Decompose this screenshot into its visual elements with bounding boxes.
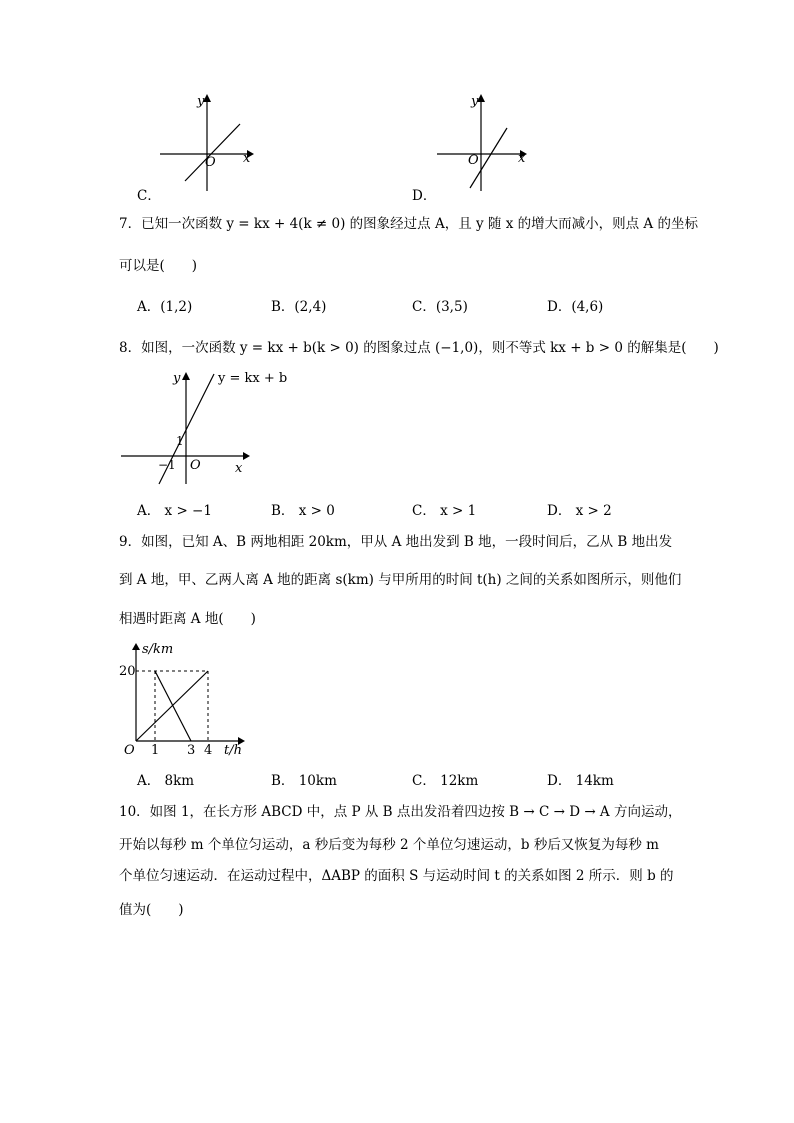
origin-label: O bbox=[468, 153, 479, 168]
q6-option-d[interactable]: D． bbox=[412, 188, 437, 204]
origin-label: O bbox=[190, 458, 201, 473]
x-label: x bbox=[235, 461, 243, 476]
y-label: s/km bbox=[142, 642, 174, 657]
q10-line4: 值为( ) bbox=[119, 902, 184, 918]
q7-stem-line1: 7．已知一次函数 y = kx + 4(k ≠ 0) 的图象经过点 A，且 y 随 x 的增大而减小，则点 A 的坐标 bbox=[119, 216, 698, 232]
q9-option-d[interactable]: D． 14km bbox=[547, 773, 614, 789]
x-tick-4: 4 bbox=[204, 743, 213, 758]
q9-stem-line2: 到 A 地，甲、乙两人离 A 地的距离 s(km) 与甲所用的时间 t(h) 之间的关系如图所示，则他们 bbox=[119, 572, 682, 588]
q8-option-a[interactable]: A． x > −1 bbox=[137, 503, 212, 519]
y-arrow bbox=[132, 643, 140, 650]
q9-graph bbox=[118, 640, 258, 760]
x-label: x bbox=[243, 151, 251, 166]
q9-stem-line3: 相遇时距离 A 地( ) bbox=[119, 611, 256, 627]
x-tick-1: 1 bbox=[151, 743, 160, 758]
q8-option-b[interactable]: B． x > 0 bbox=[271, 503, 335, 519]
q7-option-d[interactable]: D．(4,6) bbox=[547, 299, 604, 315]
q7-option-a[interactable]: A．(1,2) bbox=[137, 299, 193, 315]
q8-option-d[interactable]: D． x > 2 bbox=[547, 503, 612, 519]
q9-option-a[interactable]: A． 8km bbox=[137, 773, 195, 789]
q7-option-c[interactable]: C．(3,5) bbox=[412, 299, 468, 315]
x-arrow bbox=[243, 452, 250, 460]
y-tick-20: 20 bbox=[119, 664, 136, 679]
q10-line3: 个单位匀速运动．在运动过程中，ΔABP 的面积 S 与运动时间 t 的关系如图 2 所示．则 b 的 bbox=[119, 868, 674, 884]
x-tick-3: 3 bbox=[187, 743, 196, 758]
q6-option-c[interactable]: C． bbox=[137, 188, 161, 204]
q8-graph bbox=[118, 368, 298, 488]
y-arrow bbox=[182, 372, 190, 380]
function-line bbox=[185, 124, 240, 181]
q7-option-b[interactable]: B．(2,4) bbox=[271, 299, 327, 315]
q8-option-c[interactable]: C． x > 1 bbox=[412, 503, 477, 519]
y-label: y bbox=[471, 94, 479, 109]
origin-label: O bbox=[124, 743, 135, 758]
line-label: y = kx + b bbox=[218, 371, 288, 386]
person-yi-line bbox=[155, 671, 191, 741]
x-label: t/h bbox=[224, 743, 242, 758]
q8-stem: 8．如图，一次函数 y = kx + b(k > 0) 的图象过点 (−1,0)，则不等式 kx + b > 0 的解集是( ) bbox=[119, 340, 719, 356]
q9-option-b[interactable]: B． 10km bbox=[271, 773, 337, 789]
q7-stem-line2: 可以是( ) bbox=[119, 258, 198, 274]
q10-line1: 10．如图 1，在长方形 ABCD 中，点 P 从 B 点出发沿着四边按 B → C → D → A 方向运动， bbox=[119, 804, 682, 820]
y-label: y bbox=[197, 94, 205, 109]
q10-line2: 开始以每秒 m 个单位匀运动，a 秒后变为每秒 2 个单位匀速运动，b 秒后又恢复为每秒 m bbox=[119, 837, 659, 853]
person-jia-line bbox=[136, 671, 208, 741]
y-label: y bbox=[173, 371, 181, 386]
q6-graph-c bbox=[155, 90, 265, 195]
origin-label: O bbox=[205, 155, 216, 170]
x-label: x bbox=[518, 151, 526, 166]
tick-y-1: 1 bbox=[176, 434, 184, 448]
q6-graph-d bbox=[432, 90, 542, 195]
q9-stem-line1: 9．如图，已知 A、B 两地相距 20km，甲从 A 地出发到 B 地，一段时间后，乙从 B 地出发 bbox=[119, 534, 673, 550]
q9-option-c[interactable]: C． 12km bbox=[412, 773, 479, 789]
tick-x-minus-1: −1 bbox=[158, 458, 176, 472]
